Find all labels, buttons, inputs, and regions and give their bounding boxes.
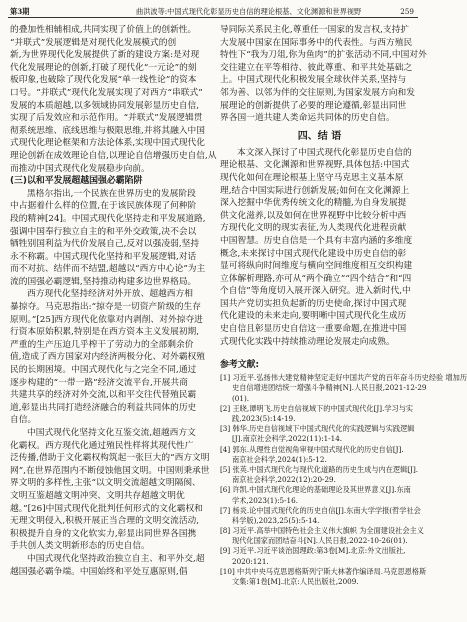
subsection-heading: (三)以和平发展超越国强必霸陷阱 [10,176,143,187]
text-line: 口号。“并联式”现代化发展实现了对西方“串联式” [10,87,203,98]
reference-item [220,404,419,424]
left-column [10,24,217,578]
reference-item [220,526,424,546]
text-line: 段的精神[24]。中国式现代化坚持走和平发展道路, [10,213,206,224]
text-line: 手共创人类文明新形态的历史自信。 [10,541,150,552]
reference-item [220,506,419,526]
paragraph [10,24,217,175]
text-line: 式现代化理论框架和方法论体系,实现中国式现代化 [10,138,206,149]
text-line: 值,造成了西方国家对内经济两极分化、对外霸权殖 [10,352,206,363]
text-line: 流的国强必霸逻辑,坚持推动构建多边世界格局。 [10,276,197,287]
reference-line: [J].南京社会科学,2022(11):1-14. [232,434,343,444]
text-line: 暴掠夺。马克思指出:“掠夺是一切资产阶级的生存 [10,302,201,313]
reference-line: 南京社会科学,2024(1):5-12. [232,454,327,464]
text-line: “并联式”发展逻辑是对现代化发展模式的创 [10,37,177,48]
reference-line: 科学版),2023,25(5):5-14. [232,515,320,525]
text-line: 共建共享的经济对外交流,以和平交往代替殖民霸 [10,390,197,401]
reference-item [220,546,419,566]
text-line: 供文化滋养,以及如何在世界视野中比较分析中西 [220,210,407,221]
reference-line: [1] 习近平.弘扬伟大建党精神坚定走好中国共产党的百年奋斗历史经验 增加历 [220,373,467,383]
paragraph [220,147,419,349]
text-line: 积极提升自身的文化软实力,彰显出同世界各国携 [10,528,197,539]
text-line: 西方现代化坚持经济对外开放、超越西方相 [27,289,194,300]
text-line: 永不称霸。中国式现代化坚持和平发展逻辑,对话 [10,251,197,262]
paragraph [10,288,209,427]
text-line: 本文深入探讨了中国式现代化彰显历史自信的 [237,147,412,158]
paragraph [10,188,209,289]
reference-line: [5] 张英.中国式现代化与现代化道路的历史生成与内在逻辑[J]. [220,464,419,474]
paragraph [10,553,209,578]
text-line: 逐步构建的“一带一路”经济交流平台,开展共商 [10,377,188,388]
text-line: 大发展中国家在国际事务中的代表性。与西方殖民 [220,37,413,48]
reference-line: 现代化国家而团结奋斗[N].人民日报,2022-10-26(01). [232,536,408,546]
text-line: 代化发展理论的创新,打破了现代化“一元论”的刻 [10,62,197,73]
spacer [220,348,419,356]
text-line: 黑格尔指出,一个民族在世界历史的发展阶段 [27,188,196,199]
text-line: 国共产党切实担负起新的历史使命,探讨中国式现 [220,298,407,309]
reference-line: [9] 习近平.习近平谈治国理政:第3卷[M].北京:外文出版社, [220,546,406,556]
text-line: 严重的生产压迫几乎榨干了劳动力的全部剩余价 [10,339,194,350]
text-line: 无理文明侵入,积极开展正当合理的文明交流活动, [10,516,200,527]
text-line: 式现代化实践中持续推动理论发展走向成熟。 [220,336,395,347]
references-list [220,373,467,587]
text-line: 中国智慧。历史自信是一个具有丰富内涵的多维度 [220,235,413,246]
running-title: 曲洪波等:中国式现代化彰显历史自信的理论根基、文化渊源和世界视野 [136,7,362,16]
header-rule [8,17,418,18]
text-line: 特性下“我为刀俎,你为鱼肉”的扩张活动不同,中国对外 [220,50,427,61]
text-line: 现代化如何在理论根基上坚守马克思主义基本原 [220,172,404,183]
text-line: 原则。”[25]西方现代化依靠对内剥削、对外掠夺进 [10,314,203,325]
text-line: 中占据着什么样的位置,在于该民族体现了何种阶 [10,201,197,212]
reference-item [220,373,467,404]
text-line: 越国强必霸争端。中国始终和平处互惠原则,倡 [10,566,188,577]
section-heading: 四、结 语 [297,130,342,142]
right-column [220,24,467,587]
page-number: 259 [400,7,414,16]
reference-line: 文集:第1卷[M].北京:人民出版社,2009. [232,577,359,586]
reference-line: [3] 韩华.历史自信视域下中国式现代化的实践逻辑与实践逻辑 [220,424,415,434]
text-line: 化霸权。西方现代化通过殖民性样将其现代性广 [10,440,194,451]
text-line: 理,结合中国实际进行创新发展;如何在文化渊源上 [220,185,410,196]
reference-line: [10] 中共中央马克思恩格斯列宁斯大林著作编译局.马克思恩格斯 [220,566,427,576]
text-line: 导同际关系民主化,尊重任一国家的发言权,支持扩 [220,25,410,35]
paragraph [10,427,209,553]
text-line: 而推动中国式现代化发展稳步向前。 [10,163,150,174]
text-line: 越。”[26]中国式现代化批判任何形式的文化霸权和 [10,503,203,514]
text-line: 网”,在世界范围内不断侵蚀他国文明。中国则秉承世 [10,465,210,476]
reference-line: 南京社会科学,2022(12):20-29. [232,475,336,485]
reference-line: 学术,2023(1):5-16. [232,495,298,505]
reference-line: 史自信增进团结统一增强斗争精神[N].人民日报,2021-12-29 [232,383,427,393]
text-line: 个自信”等角度切入展开深入研究。进入新时代,中 [220,286,411,297]
reference-line: [4] 郭东.从理性自觉视角审视中国式现代化的历史自信[J]. [220,444,404,454]
text-line: 板印象,也破除了现代化发展“单一线性论”的资本 [10,75,197,86]
reference-line: [7] 杨炎.论中国式现代化的历史自信[J].东南大学学报(哲学社会 [220,505,421,515]
issue-number: 第3期 [10,7,30,16]
references-heading: 参考文献: [220,360,260,371]
reference-line: [8] 习近平.高举中国特色社会主义伟大旗帜 为全面建设社会主义 [220,526,424,536]
reference-line: [6] 许凯.中国式现代化理论的基础理论及其世界意义[J].东南 [220,485,411,495]
text-line: 自信。 [10,415,37,426]
text-line: 中国式现代化坚持文化互鉴交流,超越西方文 [27,428,196,438]
text-line: 代化建设的未来走向,要明晰中国式现代化生成历 [220,311,407,322]
text-line: 中国式现代化坚持政治独立自主、和平外交,超 [27,553,205,564]
reference-item [220,445,419,465]
text-line: 展理论的创新提供了必要的理论遵循,彰显出同世 [220,100,407,111]
text-line: 新,为世界现代化发展提供了新的建设方案:是对现 [10,50,200,61]
text-line: 方现代化文明的现实表征,为人类现代化进程贡献 [220,223,407,234]
text-line: 深入挖掘中华优秀传统文化的精髓,为自身发展提 [220,198,407,209]
reference-line: 践,2023(5):14-19. [232,414,296,423]
text-line: 道,彰显出共同打造经济融合的利益共同体的历史 [10,402,197,413]
text-line: 民的长期困境。中国式现代化与之完全不同,通过 [10,365,197,376]
reference-item [220,485,419,505]
reference-item [220,465,419,485]
text-line: 泛传播,借助于文化霸权构筑起一张巨大的“西方文明 [10,453,210,464]
text-line: 强调中国奉行独立自主的和平外交政策,决不会以 [10,226,197,237]
text-line: 的叠加性相辅相成,共同实现了价值上的创新性。 [10,25,197,35]
reference-item [220,566,427,587]
text-line: 界各国一道共建人类命运共同体的历史自信。 [220,113,395,124]
text-line: 文明互鉴超越文明冲突、文明共存超越文明优 [10,490,185,501]
text-line: 上。中国式现代化积极发展全球伙伴关系,坚持与 [220,75,407,86]
text-line: 行资本原始积累,特别是在西方资本主义发展初期, [10,327,200,338]
text-line: 界文明的多样性,主张“以文明交流超越文明隔阂、 [10,478,201,489]
text-line: 交往建立在平等相待、彼此尊重、和平共处基础之 [220,62,413,73]
text-line: 彻系统思维、底线思维与极限思维,并将其融入中国 [10,125,206,136]
reference-line: [2] 王晓,谭明飞.历史自信视域下的中国式现代化[J].学习与实 [220,403,414,413]
text-line: 理论根基、文化渊源和世界视野,具体包括:中国式 [220,160,410,171]
text-line: 邻为善、以邻为伴的交往原则,为国家发展方向和发 [220,87,416,98]
text-line: 立体解析理路,亦可从“两个确立”“四个结合”和“四 [220,273,412,284]
text-line: 而不对抗、结伴而不结盟,超越以“西方中心论”为主 [10,264,206,275]
text-line: 实现了后发效应和示范作用。“并联式”发展逻辑贯 [10,113,203,124]
reference-line: (01). [232,393,250,403]
text-line: 显可将纵向时间维度与横向空间维度相互交织构建 [220,261,413,272]
reference-line: 2020:121. [232,556,269,566]
text-line: 史自信且彰显历史自信这一重要命题,在推进中国 [220,324,407,335]
paragraph [220,24,427,125]
text-line: 理论创新在成效理论自信,以理论自信增强历史自信,从 [10,150,217,161]
reference-item [220,424,419,444]
text-line: 概念,未来探讨中国式现代化建设中历史自信的彰 [220,248,407,259]
text-line: 牺牲别国利益为代价发展自己,反对以强凌弱,坚持 [10,239,200,250]
text-line: 发展的本质超越,以多领域协同发展彰显历史自信, [10,100,200,111]
